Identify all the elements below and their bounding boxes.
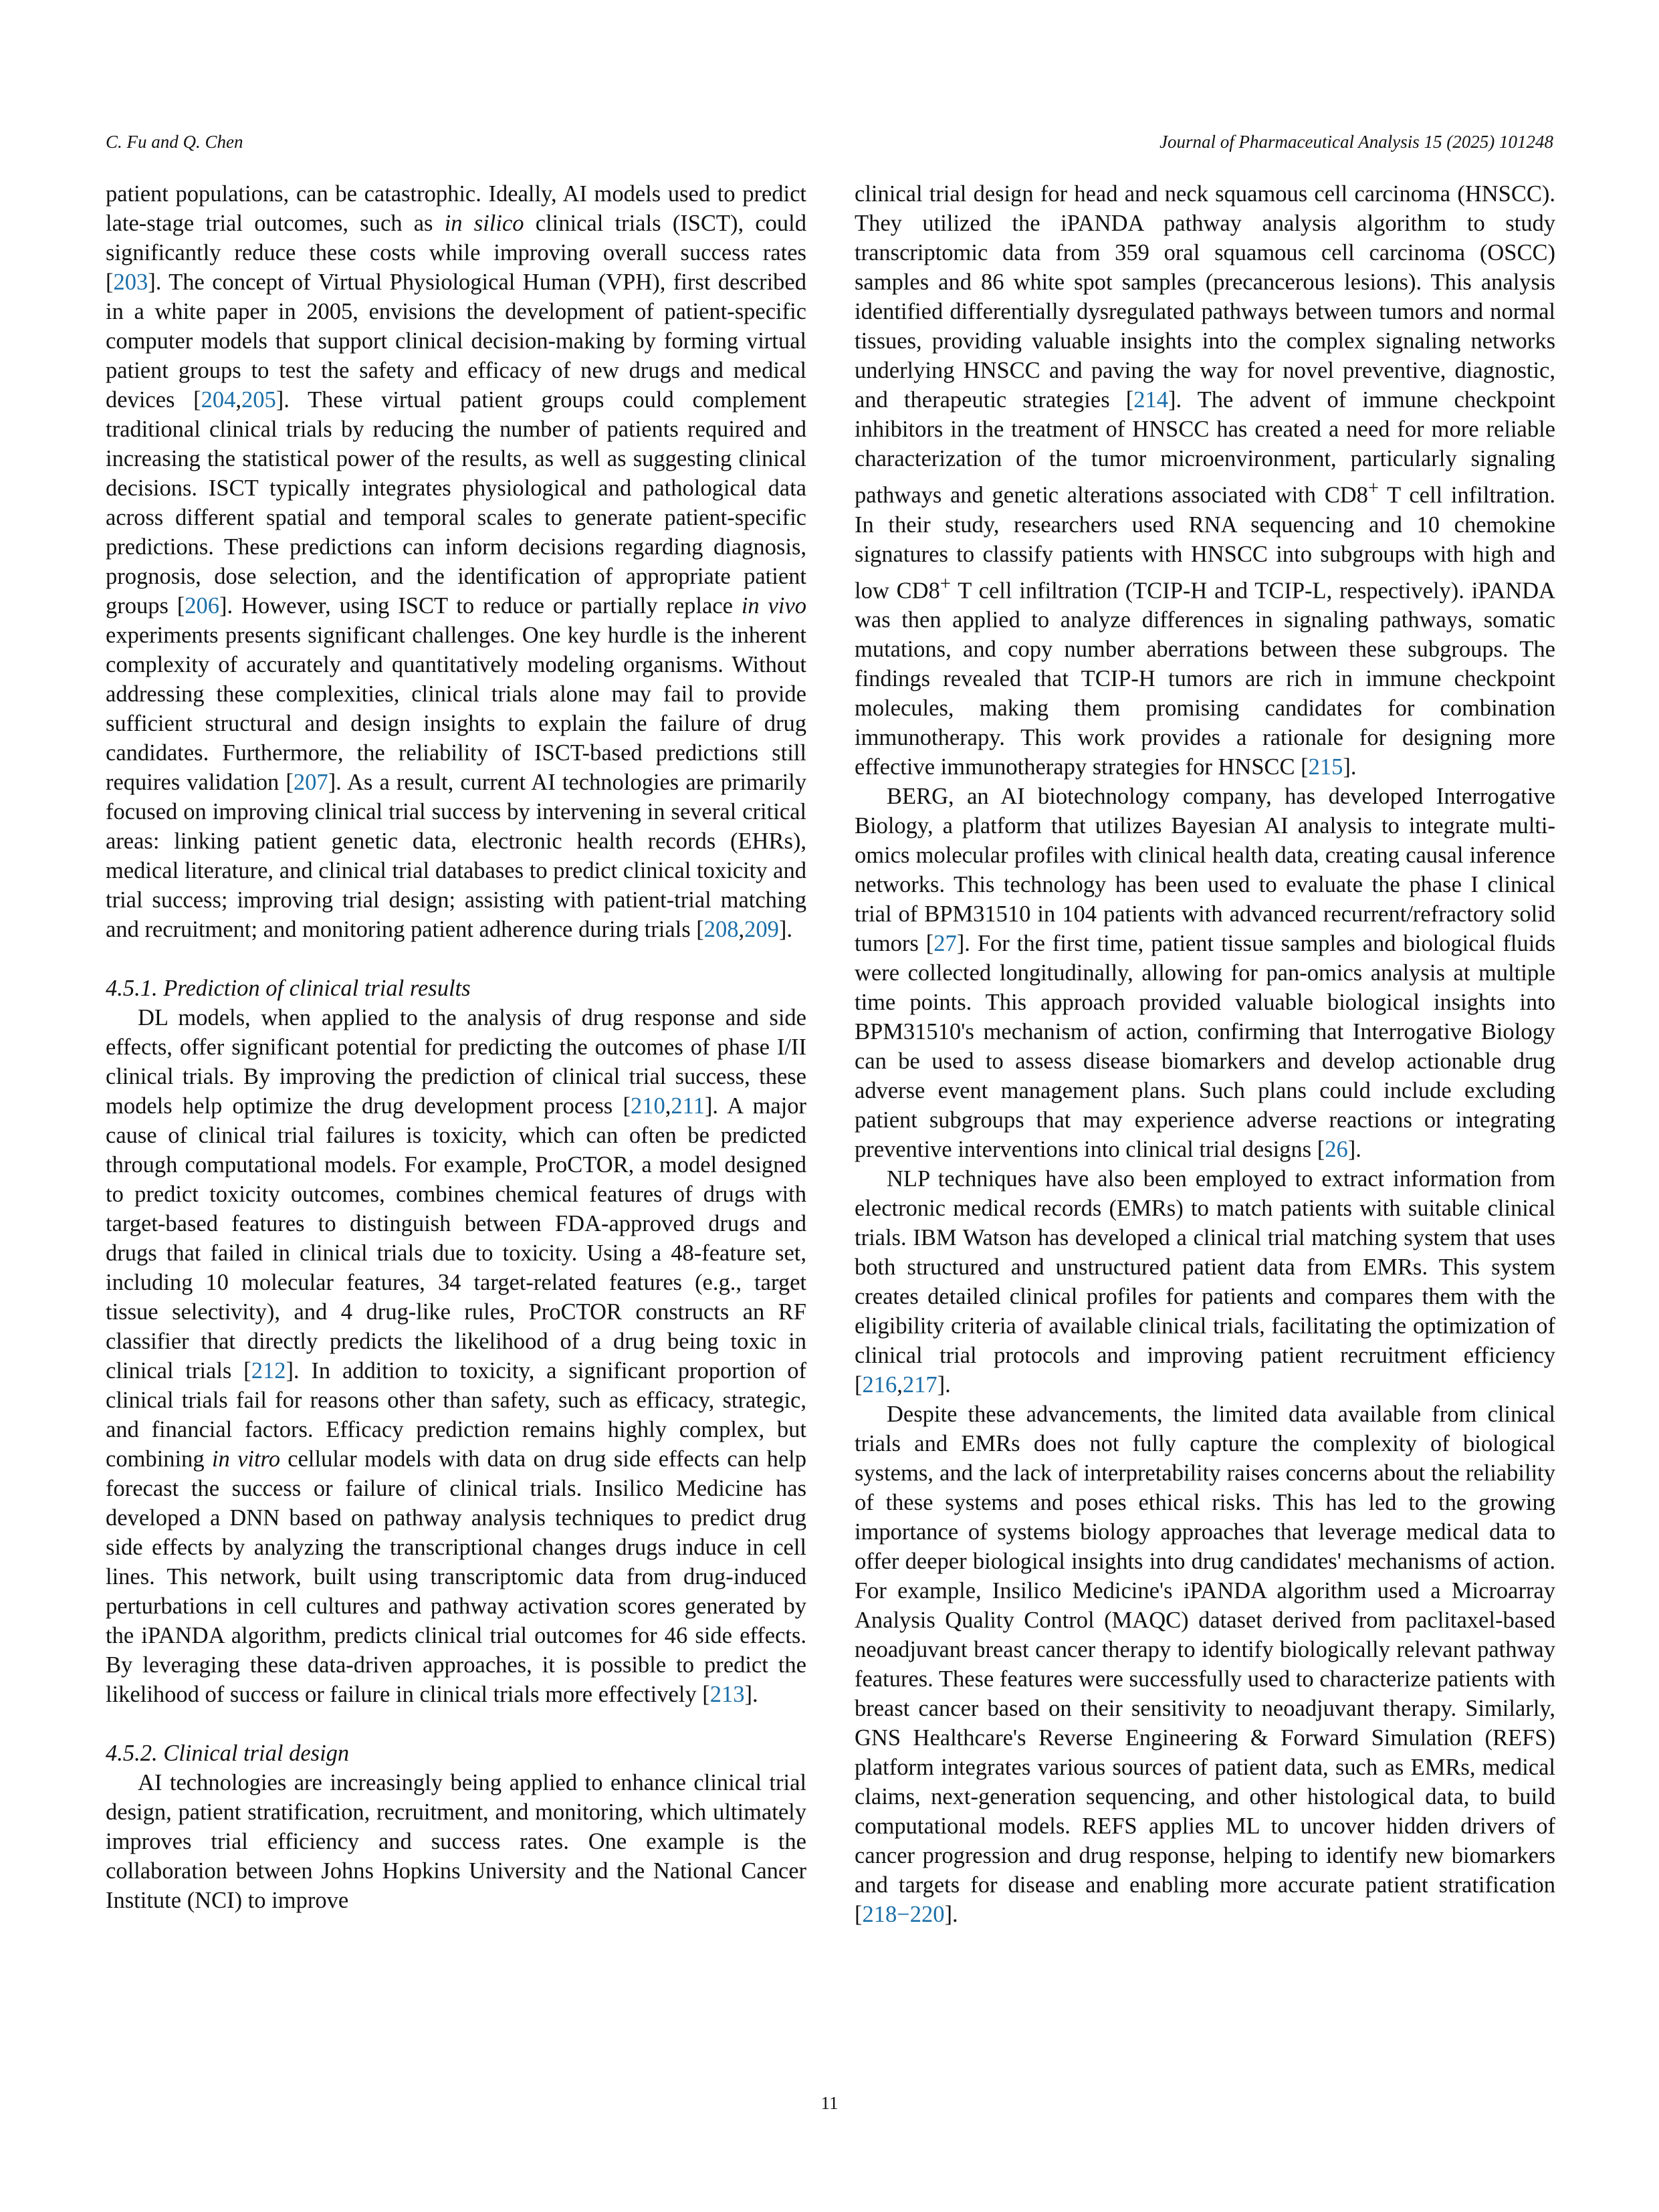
text-run: ]. xyxy=(744,1682,758,1707)
left-column xyxy=(106,179,806,1915)
citation-link[interactable]: 207 xyxy=(293,770,328,795)
superscript: + xyxy=(939,572,952,594)
text-run: ]. As a result, current AI technologies are primarily focused on improving clinical trial success by intervening in several critical areas: linking patient genetic data, electronic health records (EHRs), medical literature, and clinical trial databases to predict clinical toxicity and trial success; improving trial design; assisting with patient-trial matching and recruitment; and monitoring patient adherence during trials [ xyxy=(106,770,806,942)
page-number: 11 xyxy=(820,2093,839,2113)
text-run: cellular models with data on drug side effects can help forecast the success or failure of clinical trials. Insilico Medicine has developed a DNN based on pathway analysis techniques to predict drug side effects by analyzing the transcriptional changes drugs induce in cell lines. This network, built using transcriptomic data from drug-induced perturbations in cell cultures and pathway activation scores generated by the iPANDA algorithm, predicts clinical trial outcomes for 46 side effects. By leveraging these data-driven approaches, it is possible to predict the likelihood of success or failure in clinical trials more effectively [ xyxy=(106,1446,806,1707)
text-run: NLP techniques have also been employed to extract information from electronic medical records (EMRs) to match patients with suitable clinical trials. IBM Watson has developed a clinical trial matching system that uses both structured and unstructured patient data from EMRs. This system creates detailed clinical profiles for patients and compares them with the eligibility criteria of available clinical trials, facilitating the optimization of clinical trial protocols and improving patient recruitment efficiency [ xyxy=(855,1166,1555,1398)
text-run: ]. xyxy=(1347,1137,1361,1162)
text-run: experiments presents significant challenges. One key hurdle is the inherent complexity of accurately and quantitatively modeling organisms. Without addressing these complexities, clinical trials alone may fail to provide sufficient structural and design insights to explain the failure of drug candidates. Furthermore, the reliability of ISCT-based predictions still requires validation [ xyxy=(106,623,806,795)
text-run: ]. xyxy=(937,1372,951,1398)
citation-link[interactable]: 215 xyxy=(1308,754,1343,780)
citation-link[interactable]: 26 xyxy=(1325,1137,1348,1162)
running-header-authors: C. Fu and Q. Chen xyxy=(106,132,243,152)
citation-link[interactable]: 205 xyxy=(241,387,276,413)
paragraph xyxy=(855,1164,1555,1400)
paragraph xyxy=(106,1768,806,1915)
citation-link[interactable]: 206 xyxy=(185,593,220,619)
citation-link[interactable]: 213 xyxy=(709,1682,745,1707)
text-run: Despite these advancements, the limited data available from clinical trials and EMRs does not fully capture the complexity of biological systems, and the lack of interpretability raises concerns about the reliability of these systems and poses ethical risks. This has led to the growing importance of systems biology approaches that leverage medical data to offer deeper biological insights into drug candidates' mechanisms of action. For example, Insilico Medicine's iPANDA algorithm used a Microarray Analysis Quality Control (MAQC) dataset derived from paclitaxel-based neoadjuvant breast cancer therapy to identify biologically relevant pathway features. These features were successfully used to characterize patients with breast cancer based on their sensitivity to neoadjuvant therapy. Similarly, GNS Healthcare's Reverse Engineering & Forward Simulation (REFS) platform integrates various sources of patient data, such as EMRs, medical claims, next-generation sequencing, and other histological data, to build computational models. REFS applies ML to uncover hidden drivers of cancer progression and drug response, helping to identify new biomarkers and targets for disease and enabling more accurate patient stratification [ xyxy=(855,1402,1555,1927)
italic-text: in vivo xyxy=(741,593,807,619)
paragraph xyxy=(855,1400,1555,1929)
text-run: ]. For the first time, patient tissue samples and biological fluids were collected longitudinally, allowing for pan-omics analysis at multiple time points. This approach provided valuable biological insights into BPM31510's mechanism of action, confirming that Interrogative Biology can be used to assess disease biomarkers and develop actionable drug adverse event management plans. Such plans could include excluding patient subgroups that may experience adverse reactions or integrating preventive interventions into clinical trial designs [ xyxy=(855,931,1555,1162)
citation-link[interactable]: 27 xyxy=(933,931,957,956)
citation-link[interactable]: 216 xyxy=(862,1372,897,1398)
citation-link[interactable]: 204 xyxy=(201,387,236,413)
text-run: patient populations, can be catastrophic. Ideally, AI models used to predict late-stage trial outcomes, such as xyxy=(106,181,806,236)
text-run: ]. A major cause of clinical trial failures is toxicity, which can often be predicted through computational models. For example, ProCTOR, a model designed to predict toxicity outcomes, combines chemical features of drugs with target-based features to distinguish between FDA-approved drugs and drugs that failed in clinical trials due to toxicity. Using a 48-feature set, including 10 molecular features, 34 target-related features (e.g., target tissue selectivity), and 4 drug-like rules, ProCTOR constructs an RF classifier that directly predicts the likelihood of a drug being toxic in clinical trials [ xyxy=(106,1093,806,1384)
right-column xyxy=(855,179,1555,1929)
superscript: + xyxy=(1367,477,1379,499)
text-run: ]. xyxy=(778,917,793,942)
text-run: ]. However, using ISCT to reduce or partially replace xyxy=(219,593,742,619)
text-run: , xyxy=(897,1372,903,1398)
citation-link[interactable]: 208 xyxy=(703,917,739,942)
section-heading: 4.5.2. Clinical trial design xyxy=(106,1741,350,1766)
citation-link[interactable]: 212 xyxy=(251,1358,286,1384)
text-run: ]. In addition to toxicity, a significant proportion of clinical trials fail for reasons other than safety, such as efficacy, strategic, and financial factors. Efficacy prediction remains highly complex, but combining xyxy=(106,1358,806,1472)
text-run: clinical trials (ISCT), could significantly reduce these costs while improving overall success rates [ xyxy=(106,211,806,295)
paragraph xyxy=(106,179,806,944)
text-run: clinical trial design for head and neck squamous cell carcinoma (HNSCC). They utilized the iPANDA pathway analysis algorithm to study transcriptomic data from 359 oral squamous cell carcinoma (OSCC) samples and 86 white spot samples (precancerous lesions). This analysis identified differentially dysregulated pathways between tumors and normal tissues, providing valuable insights into the complex signaling networks underlying HNSCC and paving the way for novel preventive, diagnostic, and therapeutic strategies [ xyxy=(855,181,1555,413)
text-run: BERG, an AI biotechnology company, has developed Interrogative Biology, a platform that utilizes Bayesian AI analysis to integrate multi-omics molecular profiles with clinical health data, creating causal inference networks. This technology has been used to evaluate the phase I clinical trial of BPM31510 in 104 patients with advanced recurrent/refractory solid tumors [ xyxy=(855,784,1555,956)
paragraph xyxy=(855,782,1555,1164)
citation-link[interactable]: 209 xyxy=(744,917,779,942)
citation-link[interactable]: 210 xyxy=(630,1093,665,1119)
italic-text: in vitro xyxy=(211,1446,280,1472)
text-run: , xyxy=(665,1093,671,1119)
citation-link[interactable]: 217 xyxy=(902,1372,937,1398)
text-run: ]. xyxy=(944,1902,958,1927)
text-run: T cell infiltration. In their study, researchers used RNA sequencing and 10 chemokine signatures to classify patients with HNSCC into subgroups with high and low CD8 xyxy=(855,482,1555,603)
paragraph xyxy=(855,179,1555,782)
running-header-journal: Journal of Pharmaceutical Analysis 15 (2025) 101248 xyxy=(1159,132,1553,152)
text-run: ]. The concept of Virtual Physiological Human (VPH), first described in a white paper in 2005, envisions the development of patient-specific computer models that support clinical decision-making by forming virtual patient groups to test the safety and efficacy of new drugs and medical devices [ xyxy=(106,269,806,413)
text-run: AI technologies are increasingly being applied to enhance clinical trial design, patient stratification, recruitment, and monitoring, which ultimately improves trial efficiency and success rates. One example is the collaboration between Johns Hopkins University and the National Cancer Institute (NCI) to improve xyxy=(106,1770,806,1913)
paragraph xyxy=(106,1003,806,1709)
text-run: , xyxy=(738,917,745,942)
italic-text: in silico xyxy=(444,211,524,236)
citation-link[interactable]: 211 xyxy=(671,1093,705,1119)
text-run: ]. The advent of immune checkpoint inhibitors in the treatment of HNSCC has created a need for more reliable characterization of the tumor microenvironment, particularly signaling pathways and genetic alterations associated with CD8 xyxy=(855,387,1555,508)
citation-link[interactable]: 214 xyxy=(1133,387,1169,413)
section-heading: 4.5.1. Prediction of clinical trial results xyxy=(106,976,471,1001)
text-run: T cell infiltration (TCIP-H and TCIP-L, respectively). iPANDA was then applied to analyze differences in signaling pathways, somatic mutations, and copy number aberrations between these subgroups. The findings revealed that TCIP-H tumors are rich in immune checkpoint molecules, making them promising candidates for combination immunotherapy. This work provides a rationale for designing more effective immunotherapy strategies for HNSCC [ xyxy=(855,578,1555,780)
text-run: ]. These virtual patient groups could complement traditional clinical trials by reducing the number of patients required and increasing the statistical power of the results, as well as suggesting clinical decisions. ISCT typically integrates physiological and pathological data across different spatial and temporal scales to generate patient-specific predictions. These predictions can inform decisions regarding diagnosis, prognosis, dose selection, and the identification of appropriate patient groups [ xyxy=(106,387,806,619)
text-run: DL models, when applied to the analysis of drug response and side effects, offer significant potential for predicting the outcomes of phase I/II clinical trials. By improving the prediction of clinical trial success, these models help optimize the drug development process [ xyxy=(106,1005,806,1119)
text-run: ]. xyxy=(1343,754,1357,780)
citation-link[interactable]: 203 xyxy=(113,269,148,295)
text-run: , xyxy=(235,387,242,413)
citation-link[interactable]: 218−220 xyxy=(862,1902,945,1927)
